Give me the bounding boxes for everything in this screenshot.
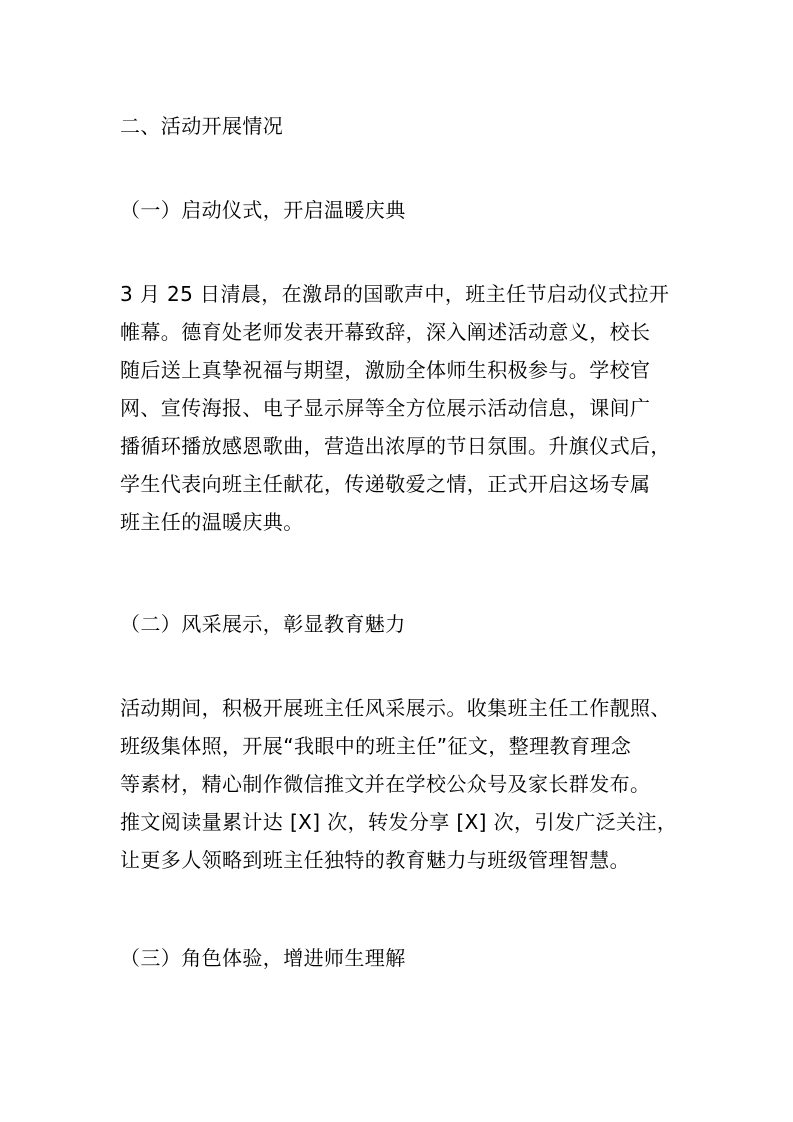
paragraph-1-line: 帷幕。德育处老师发表开幕致辞，深入阐述活动意义，校长 [120, 320, 651, 344]
section-title: 二、活动开展情况 [120, 114, 284, 138]
paragraph-1-line: 播循环播放感恩歌曲，营造出浓厚的节日氛围。升旗仪式后， [120, 434, 671, 458]
paragraph-1-line: 3 月 25 日清晨，在激昂的国歌声中，班主任节启动仪式拉开 [120, 282, 670, 306]
paragraph-2-line: 班级集体照，开展“我眼中的班主任”征文，整理教育理念 [120, 734, 632, 758]
paragraph-2-line: 活动期间，积极开展班主任风采展示。收集班主任工作靓照、 [120, 696, 671, 720]
paragraph-2-line: 等素材，精心制作微信推文并在学校公众号及家长群发布。 [120, 772, 651, 796]
paragraph-1-line: 学生代表向班主任献花，传递敬爱之情，正式开启这场专属 [120, 472, 651, 496]
paragraph-1-line: 网、宣传海报、电子显示屏等全方位展示活动信息，课间广 [120, 396, 651, 420]
subsection-1-title: （一）启动仪式，开启温暖庆典 [120, 198, 406, 222]
paragraph-2-line: 推文阅读量累计达 [X] 次，转发分享 [X] 次，引发广泛关注， [120, 810, 678, 834]
subsection-2-title: （二）风采展示，彰显教育魅力 [120, 612, 406, 636]
paragraph-2-line: 让更多人领略到班主任独特的教育魅力与班级管理智慧。 [120, 848, 630, 872]
subsection-3-title: （三）角色体验，增进师生理解 [120, 946, 406, 970]
paragraph-1-line: 随后送上真挚祝福与期望，激励全体师生积极参与。学校官 [120, 358, 651, 382]
paragraph-1-line: 班主任的温暖庆典。 [120, 510, 304, 534]
